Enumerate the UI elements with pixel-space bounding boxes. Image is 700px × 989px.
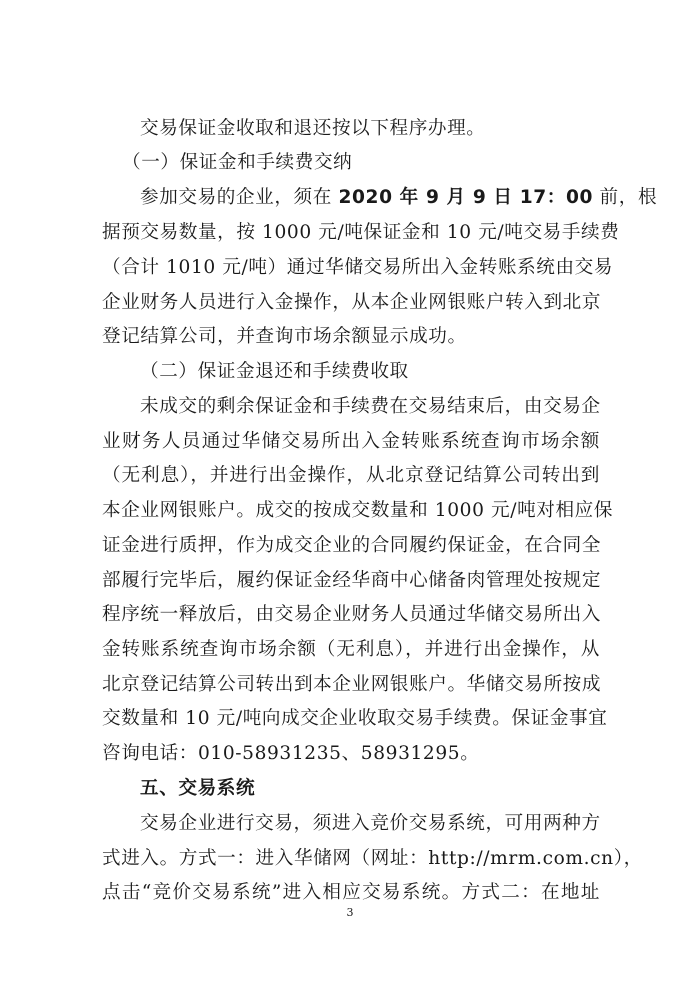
contact-phone-line: 咨询电话：010-58931235、58931295。	[102, 743, 480, 764]
paragraph-refund-line: 交数量和 10 元/吨向成交企业收取交易手续费。保证金事宜	[102, 708, 608, 729]
paragraph-system-line: 点击“竞价交易系统”进入相应交易系统。方式二：在地址	[102, 882, 600, 903]
paragraph-system-line: 交易企业进行交易，须进入竞价交易系统，可用两种方	[140, 813, 601, 834]
paragraph-refund-line: 证金进行质押，作为成交企业的合同履约保证金，在合同全	[102, 535, 602, 556]
paragraph-refund-line: 北京登记结算公司转出到本企业网银账户。华储交易所按成	[102, 674, 602, 695]
section-heading-refund: （二）保证金退还和手续费收取	[140, 361, 409, 382]
paragraph-payment-line	[140, 180, 658, 216]
paragraph-refund-line: 部履行完毕后，履约保证金经华商中心储备肉管理处按规定	[102, 570, 602, 591]
paragraph-intro: 交易保证金收取和退还按以下程序办理。	[140, 118, 486, 139]
paragraph-refund-line: 业财务人员通过华储交易所出入金转账系统查询市场余额	[102, 431, 600, 452]
section-heading-trading-system: 五、交易系统	[140, 778, 256, 799]
deadline-text: 2020 年 9 月 9 日 17：00	[338, 187, 594, 208]
text-segment: 前，根	[593, 187, 658, 208]
paragraph-refund-line: 程序统一释放后，由交易企业财务人员通过华储交易所出入	[102, 604, 602, 625]
paragraph-refund-line: 本企业网银账户。成交的按成交数量和 1000 元/吨对相应保	[102, 500, 614, 521]
paragraph-payment-line: 登记结算公司，并查询市场余额显示成功。	[102, 326, 467, 347]
paragraph-refund-line: 金转账系统查询市场余额（无利息），并进行出金操作，从	[102, 639, 600, 660]
paragraph-payment-line: 据预交易数量，按 1000 元/吨保证金和 10 元/吨交易手续费	[102, 222, 620, 243]
paragraph-system-line: 式进入。方式一：进入华储网（网址：http://mrm.com.cn），	[102, 848, 643, 869]
section-heading-payment: （一）保证金和手续费交纳	[122, 152, 353, 173]
text-segment: 参加交易的企业，须在	[140, 187, 339, 208]
paragraph-refund-line: （无利息），并进行出金操作，从北京登记结算公司转出到	[102, 465, 600, 486]
paragraph-payment-line: （合计 1010 元/吨）通过华储交易所出入金转账系统由交易	[102, 257, 614, 278]
paragraph-refund-line: 未成交的剩余保证金和手续费在交易结束后，由交易企	[140, 396, 601, 417]
page-number: 3	[346, 906, 354, 919]
paragraph-payment-line: 企业财务人员进行入金操作，从本企业网银账户转入到北京	[102, 292, 602, 313]
